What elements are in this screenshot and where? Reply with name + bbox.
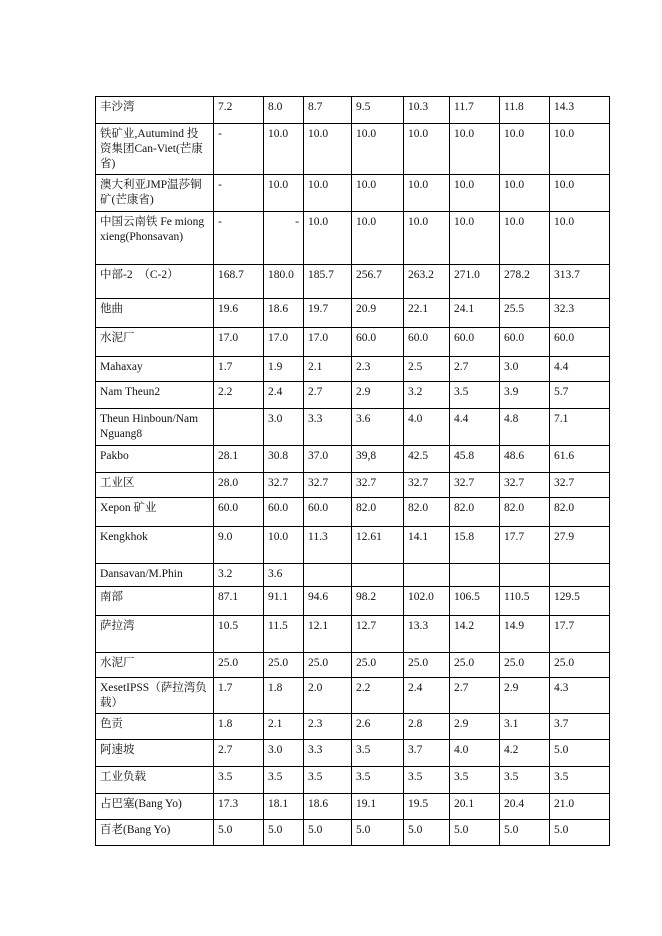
table-cell: 25.0 bbox=[500, 653, 550, 678]
row-label: 色贡 bbox=[96, 714, 214, 740]
table-cell: 11.7 bbox=[450, 97, 500, 124]
table-cell: 5.0 bbox=[264, 820, 304, 846]
table-cell: 25.0 bbox=[214, 653, 264, 678]
table-cell: 2.5 bbox=[404, 357, 450, 382]
table-cell: 3.5 bbox=[214, 767, 264, 794]
table-cell: 8.7 bbox=[304, 97, 352, 124]
table-cell: 32.7 bbox=[450, 473, 500, 498]
table-cell: 17.3 bbox=[214, 794, 264, 820]
table-row bbox=[96, 357, 610, 382]
table-cell: 2.4 bbox=[264, 382, 304, 409]
table-cell: 3.5 bbox=[450, 382, 500, 409]
table-cell: 5.0 bbox=[450, 820, 500, 846]
table-cell: - bbox=[214, 212, 264, 265]
table-cell: - bbox=[214, 175, 264, 212]
table-cell: 12.1 bbox=[304, 616, 352, 653]
table-cell: 30.8 bbox=[264, 446, 304, 473]
table-cell: - bbox=[264, 212, 304, 265]
table-cell: 3.3 bbox=[304, 740, 352, 767]
table-cell: 20.1 bbox=[450, 794, 500, 820]
table-cell: 39,8 bbox=[352, 446, 404, 473]
table-cell: 3.7 bbox=[550, 714, 610, 740]
table-row bbox=[96, 820, 610, 846]
table-cell: 10.0 bbox=[550, 212, 610, 265]
table-cell: 3.3 bbox=[304, 409, 352, 446]
table-cell: 313.7 bbox=[550, 265, 610, 299]
table-cell: 10.0 bbox=[352, 212, 404, 265]
table-cell: 2.3 bbox=[304, 714, 352, 740]
table-cell: 5.0 bbox=[352, 820, 404, 846]
table-cell: 60.0 bbox=[550, 328, 610, 357]
table-cell: 32.7 bbox=[264, 473, 304, 498]
table-cell: 2.1 bbox=[304, 357, 352, 382]
table-cell: 2.2 bbox=[214, 382, 264, 409]
table-cell: 102.0 bbox=[404, 587, 450, 616]
row-label: 萨拉湾 bbox=[96, 616, 214, 653]
row-label: Theun Hinboun/Nam Nguang8 bbox=[96, 409, 214, 446]
table-cell: 28.1 bbox=[214, 446, 264, 473]
table-cell: 10.0 bbox=[450, 212, 500, 265]
row-label: 工业负载 bbox=[96, 767, 214, 794]
row-label: Xepon 矿业 bbox=[96, 498, 214, 527]
table-cell: 10.0 bbox=[550, 124, 610, 175]
table-cell: 60.0 bbox=[500, 328, 550, 357]
table-cell: 2.4 bbox=[404, 678, 450, 714]
table-cell bbox=[352, 564, 404, 587]
table-cell: 2.6 bbox=[352, 714, 404, 740]
table-cell: 2.9 bbox=[450, 714, 500, 740]
table-cell: 42.5 bbox=[404, 446, 450, 473]
table-cell: 32.7 bbox=[404, 473, 450, 498]
table-cell: 18.6 bbox=[304, 794, 352, 820]
table-cell bbox=[500, 564, 550, 587]
table-cell bbox=[304, 564, 352, 587]
table-cell: 10.0 bbox=[500, 124, 550, 175]
table-cell: 3.5 bbox=[264, 767, 304, 794]
table-cell: 2.8 bbox=[404, 714, 450, 740]
table-cell: 82.0 bbox=[352, 498, 404, 527]
table-cell: 18.6 bbox=[264, 299, 304, 328]
row-label: 中国云南铁 Fe miongxieng(Phonsavan) bbox=[96, 212, 214, 265]
table-cell: 10.0 bbox=[450, 124, 500, 175]
table-row bbox=[96, 446, 610, 473]
table-cell: 2.2 bbox=[352, 678, 404, 714]
table-cell: 3.5 bbox=[450, 767, 500, 794]
row-label: 占巴塞(Bang Yo) bbox=[96, 794, 214, 820]
table-cell: 5.0 bbox=[550, 820, 610, 846]
table-row bbox=[96, 678, 610, 714]
table-cell: 94.6 bbox=[304, 587, 352, 616]
table-cell: 168.7 bbox=[214, 265, 264, 299]
row-label: XesetIPSS（萨拉湾负载） bbox=[96, 678, 214, 714]
table-cell: 10.3 bbox=[404, 97, 450, 124]
table-cell: 61.6 bbox=[550, 446, 610, 473]
table-row bbox=[96, 767, 610, 794]
table-cell: 10.0 bbox=[500, 175, 550, 212]
table-cell: 129.5 bbox=[550, 587, 610, 616]
table-cell: 11.3 bbox=[304, 527, 352, 564]
row-label: 他曲 bbox=[96, 299, 214, 328]
table-cell: 7.1 bbox=[550, 409, 610, 446]
row-label: Pakbo bbox=[96, 446, 214, 473]
table-cell: 48.6 bbox=[500, 446, 550, 473]
table-cell: 32.3 bbox=[550, 299, 610, 328]
table-cell: 19.7 bbox=[304, 299, 352, 328]
table-cell: 2.3 bbox=[352, 357, 404, 382]
table-cell: 17.0 bbox=[264, 328, 304, 357]
table-cell: 3.5 bbox=[352, 740, 404, 767]
table-cell: 82.0 bbox=[404, 498, 450, 527]
table-cell: 2.7 bbox=[450, 357, 500, 382]
table-cell: 25.0 bbox=[550, 653, 610, 678]
table-cell: 18.1 bbox=[264, 794, 304, 820]
table-cell: 180.0 bbox=[264, 265, 304, 299]
table-cell: 10.0 bbox=[500, 212, 550, 265]
table-cell: 3.2 bbox=[404, 382, 450, 409]
table-row bbox=[96, 498, 610, 527]
table-cell: 4.3 bbox=[550, 678, 610, 714]
row-label: 水泥厂 bbox=[96, 328, 214, 357]
table-cell: 17.7 bbox=[550, 616, 610, 653]
table-cell: 10.5 bbox=[214, 616, 264, 653]
table-cell: 25.0 bbox=[352, 653, 404, 678]
table-cell: 110.5 bbox=[500, 587, 550, 616]
row-label: 百老(Bang Yo) bbox=[96, 820, 214, 846]
table-cell: 263.2 bbox=[404, 265, 450, 299]
table-cell: 3.5 bbox=[500, 767, 550, 794]
table-cell: 25.0 bbox=[264, 653, 304, 678]
table-cell: 60.0 bbox=[264, 498, 304, 527]
table-cell: 32.7 bbox=[304, 473, 352, 498]
table-cell: 10.0 bbox=[352, 175, 404, 212]
table-row bbox=[96, 714, 610, 740]
table-row bbox=[96, 299, 610, 328]
table-cell: 5.0 bbox=[304, 820, 352, 846]
table-cell: 82.0 bbox=[550, 498, 610, 527]
table-cell bbox=[214, 409, 264, 446]
table-cell: 10.0 bbox=[352, 124, 404, 175]
table-cell: 10.0 bbox=[404, 124, 450, 175]
table-cell: 32.7 bbox=[352, 473, 404, 498]
table-cell: 278.2 bbox=[500, 265, 550, 299]
table-cell: 256.7 bbox=[352, 265, 404, 299]
table-cell: 21.0 bbox=[550, 794, 610, 820]
table-cell: 10.0 bbox=[404, 212, 450, 265]
row-label: Dansavan/M.Phin bbox=[96, 564, 214, 587]
table-cell: 82.0 bbox=[450, 498, 500, 527]
table-cell: 17.0 bbox=[304, 328, 352, 357]
row-label: 中部-2 （C-2） bbox=[96, 265, 214, 299]
row-label: Kengkhok bbox=[96, 527, 214, 564]
table-cell: 19.1 bbox=[352, 794, 404, 820]
table-cell: 20.9 bbox=[352, 299, 404, 328]
table-cell: 2.7 bbox=[450, 678, 500, 714]
table-cell: 17.7 bbox=[500, 527, 550, 564]
table-cell: 4.4 bbox=[550, 357, 610, 382]
table-cell: 60.0 bbox=[304, 498, 352, 527]
table-row bbox=[96, 265, 610, 299]
table-row bbox=[96, 382, 610, 409]
table-cell: 3.0 bbox=[264, 409, 304, 446]
row-label: Mahaxay bbox=[96, 357, 214, 382]
table-cell: 3.5 bbox=[404, 767, 450, 794]
table-cell: 14.9 bbox=[500, 616, 550, 653]
table-cell: 3.5 bbox=[550, 767, 610, 794]
table-row bbox=[96, 97, 610, 124]
table-row bbox=[96, 653, 610, 678]
table-cell: 11.8 bbox=[500, 97, 550, 124]
table-cell bbox=[550, 564, 610, 587]
table-cell: 3.5 bbox=[352, 767, 404, 794]
table-cell: 25.0 bbox=[304, 653, 352, 678]
table-cell: 60.0 bbox=[404, 328, 450, 357]
table-cell: 45.8 bbox=[450, 446, 500, 473]
table-cell: 185.7 bbox=[304, 265, 352, 299]
table-cell: 25.0 bbox=[450, 653, 500, 678]
table-cell: 4.8 bbox=[500, 409, 550, 446]
row-label: 南部 bbox=[96, 587, 214, 616]
table-cell: 3.0 bbox=[500, 357, 550, 382]
table-row bbox=[96, 124, 610, 175]
table-cell: 3.1 bbox=[500, 714, 550, 740]
table-cell: 9.5 bbox=[352, 97, 404, 124]
table-cell: 271.0 bbox=[450, 265, 500, 299]
table-cell: 60.0 bbox=[214, 498, 264, 527]
table-cell: 13.3 bbox=[404, 616, 450, 653]
table-cell: 2.0 bbox=[304, 678, 352, 714]
table-cell: 24.1 bbox=[450, 299, 500, 328]
table-cell: 25.0 bbox=[404, 653, 450, 678]
table-cell: 14.1 bbox=[404, 527, 450, 564]
table-cell: 82.0 bbox=[500, 498, 550, 527]
table-cell: 12.61 bbox=[352, 527, 404, 564]
table-row bbox=[96, 616, 610, 653]
table-cell: 19.6 bbox=[214, 299, 264, 328]
table-row bbox=[96, 212, 610, 265]
table-cell: 20.4 bbox=[500, 794, 550, 820]
table-cell: 87.1 bbox=[214, 587, 264, 616]
table-cell: 5.7 bbox=[550, 382, 610, 409]
table-cell: 91.1 bbox=[264, 587, 304, 616]
table-cell: 25.5 bbox=[500, 299, 550, 328]
table-cell: 1.7 bbox=[214, 357, 264, 382]
table-row bbox=[96, 740, 610, 767]
table-cell: 10.0 bbox=[304, 212, 352, 265]
table-cell: 10.0 bbox=[264, 175, 304, 212]
table-cell: 7.2 bbox=[214, 97, 264, 124]
table-cell: 5.0 bbox=[550, 740, 610, 767]
table-cell: 5.0 bbox=[214, 820, 264, 846]
table-cell: 2.1 bbox=[264, 714, 304, 740]
table-cell: 10.0 bbox=[450, 175, 500, 212]
table-cell: 2.7 bbox=[304, 382, 352, 409]
row-label: Nam Theun2 bbox=[96, 382, 214, 409]
table-cell: 10.0 bbox=[304, 175, 352, 212]
table-cell: 98.2 bbox=[352, 587, 404, 616]
row-label: 工业区 bbox=[96, 473, 214, 498]
data-table bbox=[95, 96, 610, 846]
table-cell: 8.0 bbox=[264, 97, 304, 124]
table-cell: 12.7 bbox=[352, 616, 404, 653]
table-cell: 3.6 bbox=[352, 409, 404, 446]
table-cell: 3.5 bbox=[304, 767, 352, 794]
table-cell: 28.0 bbox=[214, 473, 264, 498]
table-cell: 5.0 bbox=[500, 820, 550, 846]
table-cell: 15.8 bbox=[450, 527, 500, 564]
table-cell: 60.0 bbox=[450, 328, 500, 357]
table-cell: 32.7 bbox=[500, 473, 550, 498]
row-label: 铁矿业,Autumind 投资集团Can-Viet(芒康省) bbox=[96, 124, 214, 175]
table-cell: 27.9 bbox=[550, 527, 610, 564]
table-row bbox=[96, 473, 610, 498]
table-cell: 10.0 bbox=[404, 175, 450, 212]
table-row bbox=[96, 409, 610, 446]
table-cell: 3.2 bbox=[214, 564, 264, 587]
table-row bbox=[96, 527, 610, 564]
table-row bbox=[96, 587, 610, 616]
table-cell: 5.0 bbox=[404, 820, 450, 846]
table-cell: 10.0 bbox=[264, 124, 304, 175]
row-label: 丰沙湾 bbox=[96, 97, 214, 124]
table-cell: 3.6 bbox=[264, 564, 304, 587]
table-cell: 11.5 bbox=[264, 616, 304, 653]
table-row bbox=[96, 328, 610, 357]
table-cell: 3.7 bbox=[404, 740, 450, 767]
table-cell: 17.0 bbox=[214, 328, 264, 357]
table-cell: 32.7 bbox=[550, 473, 610, 498]
table-cell: 2.7 bbox=[214, 740, 264, 767]
table-cell: 1.9 bbox=[264, 357, 304, 382]
table-cell: - bbox=[214, 124, 264, 175]
table-cell: 14.3 bbox=[550, 97, 610, 124]
row-label: 澳大利亚JMP温莎铜矿(芒康省) bbox=[96, 175, 214, 212]
table-cell bbox=[404, 564, 450, 587]
table-cell: 10.0 bbox=[550, 175, 610, 212]
table-cell: 106.5 bbox=[450, 587, 500, 616]
table-cell: 4.0 bbox=[404, 409, 450, 446]
table-cell: 1.7 bbox=[214, 678, 264, 714]
table-cell: 60.0 bbox=[352, 328, 404, 357]
table-cell: 4.2 bbox=[500, 740, 550, 767]
row-label: 阿速坡 bbox=[96, 740, 214, 767]
table-cell: 19.5 bbox=[404, 794, 450, 820]
table-cell: 3.0 bbox=[264, 740, 304, 767]
table-cell: 14.2 bbox=[450, 616, 500, 653]
table-body bbox=[96, 97, 610, 846]
table-cell: 4.0 bbox=[450, 740, 500, 767]
table-row bbox=[96, 794, 610, 820]
table-row bbox=[96, 175, 610, 212]
table-row bbox=[96, 564, 610, 587]
table-cell: 4.4 bbox=[450, 409, 500, 446]
table-cell: 3.9 bbox=[500, 382, 550, 409]
table-cell: 2.9 bbox=[500, 678, 550, 714]
table-cell: 10.0 bbox=[304, 124, 352, 175]
table-cell: 10.0 bbox=[264, 527, 304, 564]
table-cell: 37.0 bbox=[304, 446, 352, 473]
table-cell: 9.0 bbox=[214, 527, 264, 564]
table-cell: 1.8 bbox=[214, 714, 264, 740]
row-label: 水泥厂 bbox=[96, 653, 214, 678]
table-cell bbox=[450, 564, 500, 587]
table-cell: 22.1 bbox=[404, 299, 450, 328]
table-cell: 2.9 bbox=[352, 382, 404, 409]
table-cell: 1.8 bbox=[264, 678, 304, 714]
